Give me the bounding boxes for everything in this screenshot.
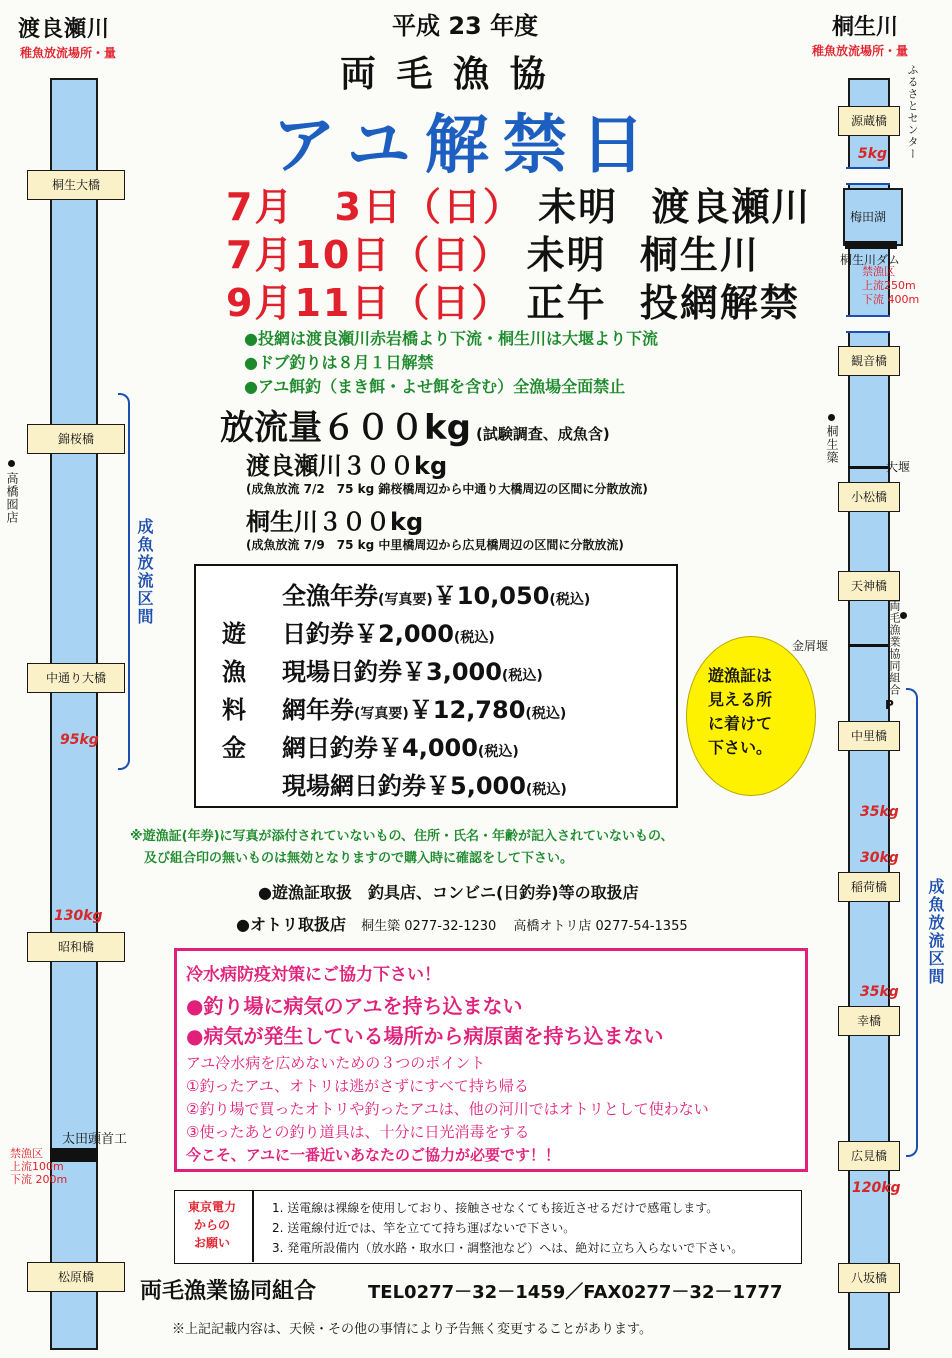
weir2-line [848,644,888,647]
disease-line-1: ●釣り場に病気のアユを持ち込まない [186,994,523,1018]
release-watarase: 渡良瀬川３００kg [246,452,448,480]
disease-point-2: ②釣り場で買ったオトリや釣ったアユは、他の河川ではオトリとして使わない [186,1100,709,1118]
date-3: 9月11日（日） [226,281,512,325]
fee-tax: (税込) [477,744,519,760]
fee-note: (写真要) [378,592,433,608]
right-river-subtitle: 稚魚放流場所・量 [812,44,909,58]
bridge-tenjin: 天神橋 [838,571,900,601]
tepco-divider [252,1190,254,1262]
closed-label: 禁漁区 [10,1147,43,1160]
permit-warning [130,826,673,870]
fee-name: 全漁年券 [282,582,378,610]
bridge-nakadori-ohashi: 中通り大橋 [27,663,125,693]
bridge-hiromi: 広見橋 [838,1141,900,1171]
fee-tax: (税込) [453,630,495,646]
tepco-items [272,1196,743,1259]
date-2: 7月10日（日） [226,233,512,277]
footer-org: 両毛漁業協同組合 [140,1279,317,1304]
fee-price: ￥2,000 [354,620,454,648]
time-2: 未明 [526,233,607,277]
bridge-kinsakura: 錦桜橋 [27,424,125,454]
tepco-label-2: からの [193,1218,230,1232]
fee-row-1 [282,576,590,611]
right-closed-area [862,265,919,307]
footer-contact: TEL0277－32－1459／FAX0277－32－1777 [368,1282,783,1303]
release-total-note: (試験調査、成魚含) [476,425,610,443]
closed-up: 上流100m [10,1160,64,1173]
note-net: ●投網は渡良瀬川赤岩橋より下流・桐生川は大堰より下流 [244,329,658,348]
bridge-inari: 稲荷橋 [838,872,900,902]
fee-row-2 [282,614,495,649]
kiryu-dam-label: 桐生川ダム [840,253,901,267]
fee-price: ￥10,050 [432,582,550,610]
fee-price: ￥4,000 [378,734,478,762]
release-kiryu-note: (成魚放流 7/9 75 kg 中里橋周辺から広見橋周辺の区間に分散放流) [246,538,624,552]
dam-label: 太田頭首工 [62,1132,128,1147]
closed-down: 下流 400m [862,293,920,306]
yana-dot [828,414,835,421]
page-title: アユ解禁日 [272,109,659,183]
disease-intro: アユ冷水病を広めないための３つのポイント [186,1054,486,1072]
right-zone-bracket [906,688,918,1157]
fee-tax: (税込) [525,782,567,798]
fee-name: 現場日釣券 [282,658,402,686]
release-total: 放流量６００kg [220,408,471,448]
right-kg-5: 5kg [858,146,888,162]
weir-line [848,466,888,469]
tepco-item: 2. 送電線付近では、竿を立てて持ち運ばないで下さい。 [272,1221,576,1235]
bridge-matsubara: 松原橋 [27,1262,125,1292]
fee-row-5 [282,728,519,763]
warning-line-2: 及び組合印の無いものは無効となりますので購入時に確認をして下さい。 [144,851,574,866]
left-kg-95: 95kg [60,732,99,748]
fee-name: 網年券 [282,696,354,724]
shop-dot [8,460,15,467]
note-bait: ●アユ餌釣（まき餌・よせ餌を含む）全漁場全面禁止 [244,377,626,396]
furusato-center-label: ふるさとセンター [906,64,919,160]
left-river-title: 渡良瀬川 [18,17,111,42]
place-2: 桐生川 [639,233,760,277]
release-watarase-note: (成魚放流 7/2 75 kg 錦桜橋周辺から中通り大橋周辺の区間に分散放流) [246,482,648,496]
right-kg-35b: 35kg [860,984,899,1000]
bridge-saiwai: 幸橋 [838,1006,900,1036]
tepco-item: 3. 発電所設備内（放水路・取水口・調整池など）へは、絶対に立ち入らないで下さい。 [272,1241,744,1255]
wave-top [846,167,890,185]
time-3: 正午 [526,281,607,325]
permit-bubble-text [708,664,772,760]
fiscal-year: 平成 23 年度 [392,12,539,40]
left-kg-130: 130kg [54,908,103,924]
bubble-line: 遊漁証は [708,666,773,685]
permit-sellers: ●遊漁証取扱 釣具店、コンビニ(日釣券)等の取扱店 [258,883,639,902]
fee-note: (写真要) [354,706,409,722]
date-line-3 [226,272,800,327]
fee-row-4 [282,690,566,725]
fee-side-3: 料 [222,696,246,724]
fee-tax: (税込) [549,592,591,608]
bubble-line: 見える所 [708,690,773,709]
disease-point-3: ③使ったあとの釣り道具は、十分に日光消毒をする [186,1123,530,1141]
otori-shops [236,912,688,935]
tepco-label [182,1198,242,1252]
fee-side-2: 漁 [222,658,246,686]
disease-point-1: ①釣ったアユ、オトリは逃がさずにすべて持ち帰る [186,1077,529,1095]
bridge-kiryu-ohashi: 桐生大橋 [27,170,125,200]
bridge-yasaka: 八坂橋 [838,1263,900,1293]
fee-price: ￥3,000 [402,658,502,686]
disease-title: 冷水病防疫対策にご協力下さい！ [186,965,441,985]
release-total-line [220,400,610,449]
fee-name: 網日釣券 [282,734,378,762]
right-zone-label: 成魚放流区間 [926,878,945,986]
right-kg-120: 120kg [852,1180,901,1196]
left-zone-label: 成魚放流区間 [135,518,154,626]
weir2-label: 金屑堰 [792,639,829,653]
closed-down: 下流 200m [10,1173,68,1186]
bridge-genzo: 源蔵橋 [838,106,900,136]
closed-label: 禁漁区 [862,265,895,278]
right-kg-30: 30kg [860,850,899,866]
release-kiryu: 桐生川３００kg [246,508,424,536]
date-line-1 [226,176,811,231]
otori-shop-1: 桐生簗 0277-32-1230 [361,919,497,934]
date-line-2 [226,224,760,279]
fee-tax: (税込) [525,706,567,722]
bridge-nakazato: 中里橋 [838,721,900,751]
wave-bottom [846,315,890,333]
weir-label: 大堰 [886,460,911,474]
fee-price: ￥12,780 [408,696,526,724]
closed-up: 上流250m [862,279,916,292]
bubble-line: 下さい。 [708,738,773,757]
parking-label: P [885,698,894,712]
bridge-komatsu: 小松橋 [838,482,900,512]
left-zone-bracket [118,393,130,770]
umeda-lake-label: 梅田湖 [850,210,887,224]
tepco-label-1: 東京電力 [187,1200,236,1214]
time-1: 未明 [538,185,619,229]
footer-note: ※上記記載内容は、天候・その他の事情により予告無く変更することがあります。 [172,1322,652,1337]
right-river-title: 桐生川 [832,15,899,40]
fee-name: 日釣券 [282,620,354,648]
fee-price: ￥5,000 [426,772,526,800]
fee-side-4: 金 [222,734,246,762]
takahashi-shop-label: 高橋囮店 [5,472,19,524]
disease-points [186,1052,709,1167]
fee-row-6 [282,766,567,801]
otori-shop-2: 高橋オトリ店 0277-54-1355 [513,919,688,934]
warning-line-1: ※遊漁証(年券)に写真が添付されていないもの、住所・氏名・年齢が記入されていないもの、 [130,829,674,844]
bridge-kannon: 観音橋 [838,346,900,376]
bubble-line: に着けて [708,714,773,733]
right-kg-35a: 35kg [860,804,899,820]
note-dobu: ●ドブ釣りは８月１日解禁 [244,353,434,372]
fee-row-3 [282,652,543,687]
fee-name: 現場網日釣券 [282,772,426,800]
org-name: 両 毛 漁 協 [340,54,550,95]
tepco-label-3: お願い [193,1236,230,1250]
bridge-showa: 昭和橋 [27,932,125,962]
fee-tax: (税込) [501,668,543,684]
kiryu-yana-label: 桐生簗 [825,425,839,464]
fee-side-1: 遊 [222,620,246,648]
tepco-item: 1. 送電線は裸線を使用しており、接触させなくても接近させるだけで感電します。 [272,1201,719,1215]
disease-line-2: ●病気が発生している場所から病原菌を持ち込まない [186,1024,664,1048]
otori-label: ●オトリ取扱店 [236,915,346,934]
date-1: 7月 3日（日） [226,185,523,229]
left-river-subtitle: 稚魚放流場所・量 [20,46,117,60]
disease-closing: 今こそ、アユに一番近いあなたのご協力が必要です！！ [186,1146,560,1164]
dam-bar-right [845,241,897,249]
left-closed-area [10,1147,67,1186]
place-3: 投網解禁 [639,281,800,325]
union-office-label: 両毛漁業協同組合 [888,600,901,696]
place-1: 渡良瀬川 [651,185,812,229]
